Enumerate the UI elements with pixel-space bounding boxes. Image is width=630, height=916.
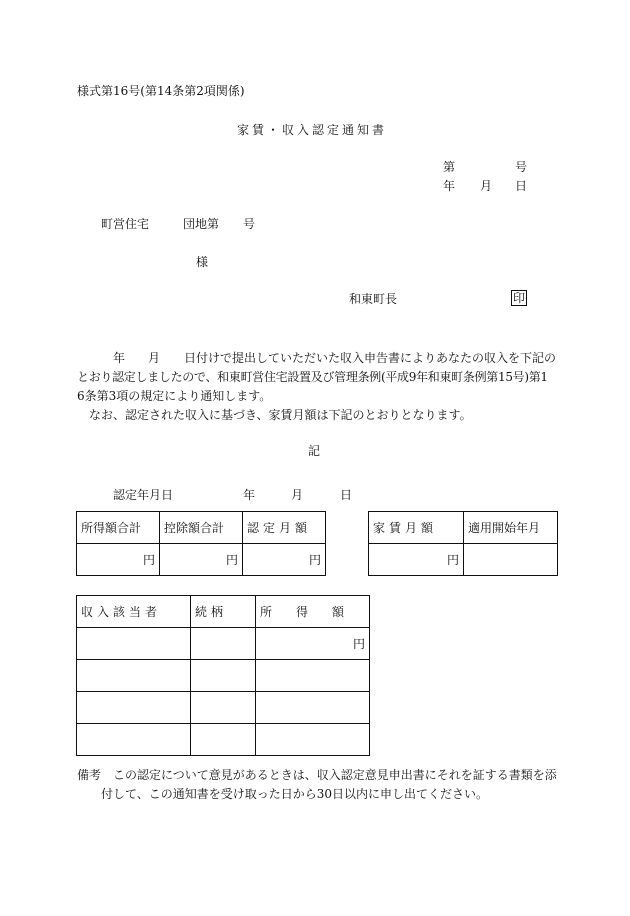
document-title: 家賃・収入認定通知書 bbox=[237, 123, 388, 137]
address-danchi: 団地第 bbox=[183, 217, 220, 231]
cell-nintei-getsugaku-unit: 円 bbox=[243, 544, 326, 576]
nintei-date-year: 年 bbox=[243, 488, 256, 502]
cell-kojo-total-unit: 円 bbox=[160, 544, 243, 576]
earner-relation-cell bbox=[191, 724, 256, 756]
header-shotoku-total: 所得額合計 bbox=[77, 512, 160, 544]
nintei-date-label: 認定年月日 bbox=[113, 488, 174, 502]
earner-relation-cell bbox=[191, 660, 256, 692]
income-summary-header-row bbox=[77, 512, 326, 544]
earner-name-cell bbox=[77, 628, 191, 660]
earner-name-cell bbox=[77, 692, 191, 724]
earner-income-cell bbox=[256, 692, 370, 724]
date-day: 日 bbox=[515, 179, 528, 193]
header-tekiyo-kaishi: 適用開始年月 bbox=[464, 512, 558, 544]
body-p1-text1: 日付けで提出していただいた収入申告書によりあなたの収入を下記の bbox=[184, 351, 557, 365]
earner-income-cell bbox=[256, 724, 370, 756]
earner-relation-cell bbox=[191, 628, 256, 660]
earners-row bbox=[77, 628, 370, 660]
body-p1-tsuki: 月 bbox=[148, 351, 161, 365]
ki-heading: 記 bbox=[308, 444, 321, 458]
earners-row bbox=[77, 724, 370, 756]
header-zokugara: 続柄 bbox=[191, 596, 256, 628]
body-p1-line3: 6条第3項の規定により通知します。 bbox=[77, 389, 272, 403]
earner-income-cell bbox=[256, 660, 370, 692]
earner-name-cell bbox=[77, 724, 191, 756]
date-month: 月 bbox=[480, 179, 493, 193]
seal-mark: 印 bbox=[513, 291, 526, 305]
doc-number-go: 号 bbox=[515, 160, 528, 174]
issuer-name: 和東町長 bbox=[349, 292, 398, 306]
form-number: 様式第16号(第14条第2項関係) bbox=[77, 84, 245, 98]
address-prefix: 町営住宅 bbox=[101, 217, 150, 231]
nintei-date-month: 月 bbox=[291, 488, 304, 502]
address-go: 号 bbox=[243, 217, 256, 231]
rent-header-row bbox=[369, 512, 558, 544]
header-yachin-getsugaku: 家賃月額 bbox=[369, 512, 464, 544]
body-p2: なお、認定された収入に基づき、家賃月額は下記のとおりとなります。 bbox=[89, 408, 472, 422]
earners-row bbox=[77, 692, 370, 724]
earner-name-cell bbox=[77, 660, 191, 692]
remarks-label: 備考 bbox=[77, 768, 102, 782]
income-earners-table bbox=[76, 595, 370, 756]
header-shotokugaku: 所得額 bbox=[256, 596, 370, 628]
earner-relation-cell bbox=[191, 692, 256, 724]
remarks-line1: この認定について意見があるときは、収入認定意見申出書にそれを証する書類を添 bbox=[113, 768, 557, 782]
header-kojo-total: 控除額合計 bbox=[160, 512, 243, 544]
date-year: 年 bbox=[443, 179, 456, 193]
rent-value-row bbox=[369, 544, 558, 576]
income-summary-value-row bbox=[77, 544, 326, 576]
body-p1-line2: とおり認定しましたので、和東町営住宅設置及び管理条例(平成9年和東町条例第15号)第1 bbox=[77, 370, 548, 384]
recipient-suffix: 様 bbox=[196, 255, 209, 269]
rent-table bbox=[368, 511, 558, 576]
income-summary-table bbox=[76, 511, 326, 576]
body-p1-nen: 年 bbox=[113, 351, 126, 365]
cell-yachin-unit: 円 bbox=[369, 544, 464, 576]
header-shunyu-gaitosha: 収入該当者 bbox=[77, 596, 191, 628]
earners-header-row bbox=[77, 596, 370, 628]
doc-number-dai: 第 bbox=[443, 160, 456, 174]
header-nintei-getsugaku: 認定月額 bbox=[243, 512, 326, 544]
cell-tekiyo-kaishi bbox=[464, 544, 558, 576]
earners-row bbox=[77, 660, 370, 692]
earner-income-unit: 円 bbox=[256, 628, 370, 660]
nintei-date-day: 日 bbox=[340, 488, 353, 502]
seal-box bbox=[511, 290, 527, 306]
cell-shotoku-total-unit: 円 bbox=[77, 544, 160, 576]
remarks-line2: 付して、この通知書を受け取った日から30日以内に申し出てください。 bbox=[101, 787, 489, 801]
